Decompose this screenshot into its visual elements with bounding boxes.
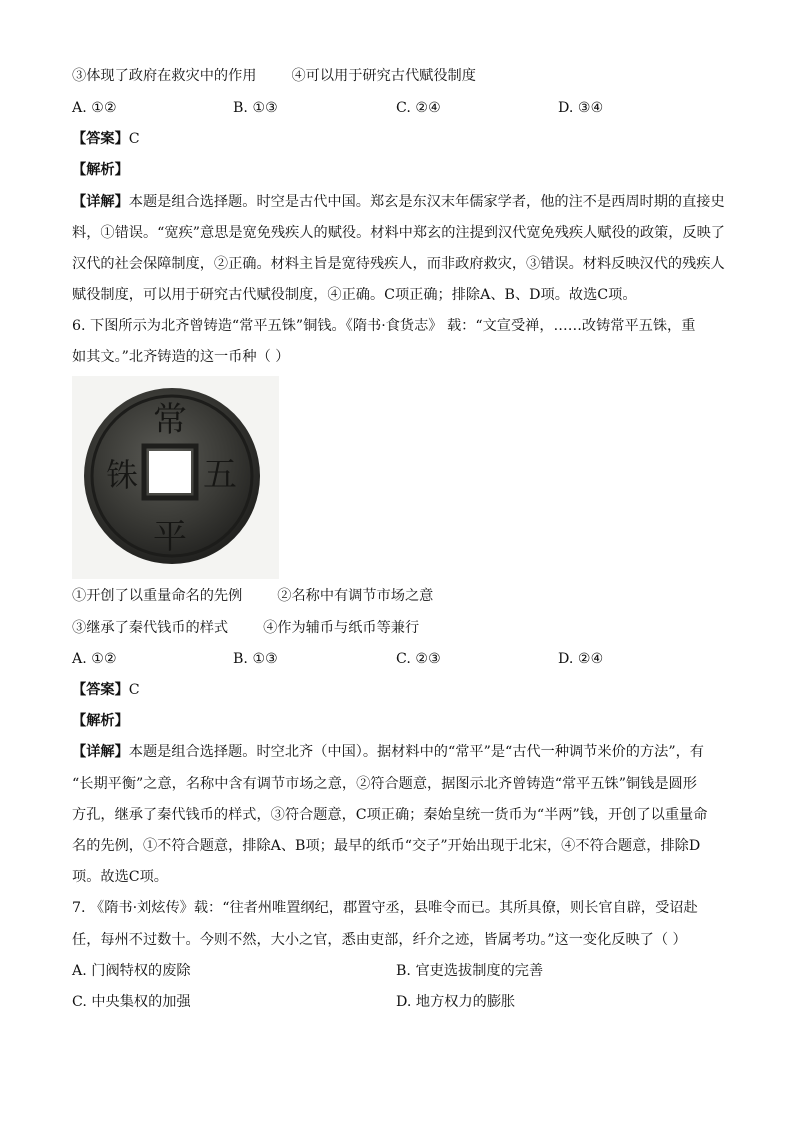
coin-char-bottom: 平 xyxy=(153,517,187,557)
q5-statement-4: ④可以用于研究古代赋役制度 xyxy=(291,68,476,84)
q7-option-a[interactable]: A. 门阀特权的废除 xyxy=(72,963,191,979)
q6-detail-line-2: “长期平衡”之意，名称中含有调节市场之意，②符合题意，据图示北齐曾铸造“常平五铢”铜钱是圆形 xyxy=(72,776,697,792)
q6-option-d[interactable]: D. ②④ xyxy=(558,651,604,667)
q5-option-b[interactable]: B. ①③ xyxy=(233,100,278,116)
coin-char-top: 常 xyxy=(153,400,187,440)
q5-detail-line-4: 赋役制度，可以用于研究古代赋役制度，④正确。C项正确；排除A、B、D项。故选C项。 xyxy=(72,287,637,303)
q6-option-a[interactable]: A. ①② xyxy=(72,651,117,667)
q5-answer-value: C xyxy=(128,131,140,147)
q6-statement-2: ②名称中有调节市场之意 xyxy=(277,588,434,604)
q6-option-c[interactable]: C. ②③ xyxy=(396,651,441,667)
q7-option-d[interactable]: D. 地方权力的膨胀 xyxy=(396,994,516,1010)
q6-option-b[interactable]: B. ①③ xyxy=(233,651,278,667)
q5-statement-3: ③体现了政府在救灾中的作用 xyxy=(72,68,257,84)
q6-statements-row-2 xyxy=(72,618,419,638)
q6-detail-line-5: 项。故选C项。 xyxy=(72,869,168,885)
q6-answer-label: 【答案】 xyxy=(72,682,129,698)
q5-detail-line-2: 料，①错误。“宽疾”意思是宽免残疾人的赋役。材料中郑玄的注提到汉代宽免残疾人赋役的政策，反映了 xyxy=(72,225,725,241)
q5-statements-row xyxy=(72,66,476,86)
changping-wuzhu-coin-photo xyxy=(72,376,279,579)
q6-answer xyxy=(72,680,140,700)
q5-analysis-label: 【解析】 xyxy=(72,162,129,178)
q5-answer xyxy=(72,129,140,149)
q6-detail-line-1: 【详解】本题是组合选择题。时空北齐（中国）。据材料中的“常平”是“古代一种调节米价的方法”，有 xyxy=(72,744,704,760)
q5-detail-label: 【详解】 xyxy=(72,194,129,210)
q6-answer-value: C xyxy=(128,682,140,698)
q5-detail-line-1: 【详解】本题是组合选择题。时空是古代中国。郑玄是东汉末年儒家学者，他的注不是西周时期的直接史 xyxy=(72,194,725,210)
q6-statement-3: ③继承了秦代钱币的样式 xyxy=(72,620,229,636)
q6-statements-row-1 xyxy=(72,586,433,606)
q5-answer-label: 【答案】 xyxy=(72,131,129,147)
q6-stem-line-2: 如其文。”北齐铸造的这一币种（ ） xyxy=(72,349,290,365)
q6-detail-line-4: 名的先例，①不符合题意，排除A、B项；最早的纸币“交子”开始出现于北宋，④不符合题意，排除D xyxy=(72,838,701,854)
q5-option-a[interactable]: A. ①② xyxy=(72,100,117,116)
q6-analysis-label: 【解析】 xyxy=(72,713,129,729)
q6-statement-1: ①开创了以重量命名的先例 xyxy=(72,588,243,604)
coin-char-left: 铢 xyxy=(105,456,139,494)
q5-option-c[interactable]: C. ②④ xyxy=(396,100,441,116)
q6-detail-label: 【详解】 xyxy=(72,744,129,760)
q7-stem-line-2: 任，每州不过数十。今则不然，大小之官，悉由吏部，纤介之迹，皆属考功。”这一变化反映了（ ） xyxy=(72,932,687,948)
coin-char-right: 五 xyxy=(203,455,237,495)
q5-detail-line-3: 汉代的社会保障制度，②正确。材料主旨是宽待残疾人，而非政府救灾，③错误。材料反映汉代的残疾人 xyxy=(72,256,725,272)
q5-option-d[interactable]: D. ③④ xyxy=(558,100,604,116)
q7-option-b[interactable]: B. 官吏选拔制度的完善 xyxy=(396,963,544,979)
q7-option-c[interactable]: C. 中央集权的加强 xyxy=(72,994,191,1010)
q7-stem-line-1: 7. 《隋书·刘炫传》载：“往者州唯置纲纪，郡置守丞，县唯令而已。其所具僚，则长官自辟，受诏赴 xyxy=(72,900,698,916)
q6-statement-4: ④作为辅币与纸币等兼行 xyxy=(263,620,420,636)
q6-stem-line-1: 6. 下图所示为北齐曾铸造“常平五铢”铜钱。《隋书·食货志》 载：“文宣受禅，……改铸常平五铢，重 xyxy=(72,318,696,334)
coin-image xyxy=(72,376,279,579)
q6-detail-line-3: 方孔，继承了秦代钱币的样式，③符合题意，C项正确；秦始皇统一货币为“半两”钱，开创了以重量命 xyxy=(72,807,708,823)
